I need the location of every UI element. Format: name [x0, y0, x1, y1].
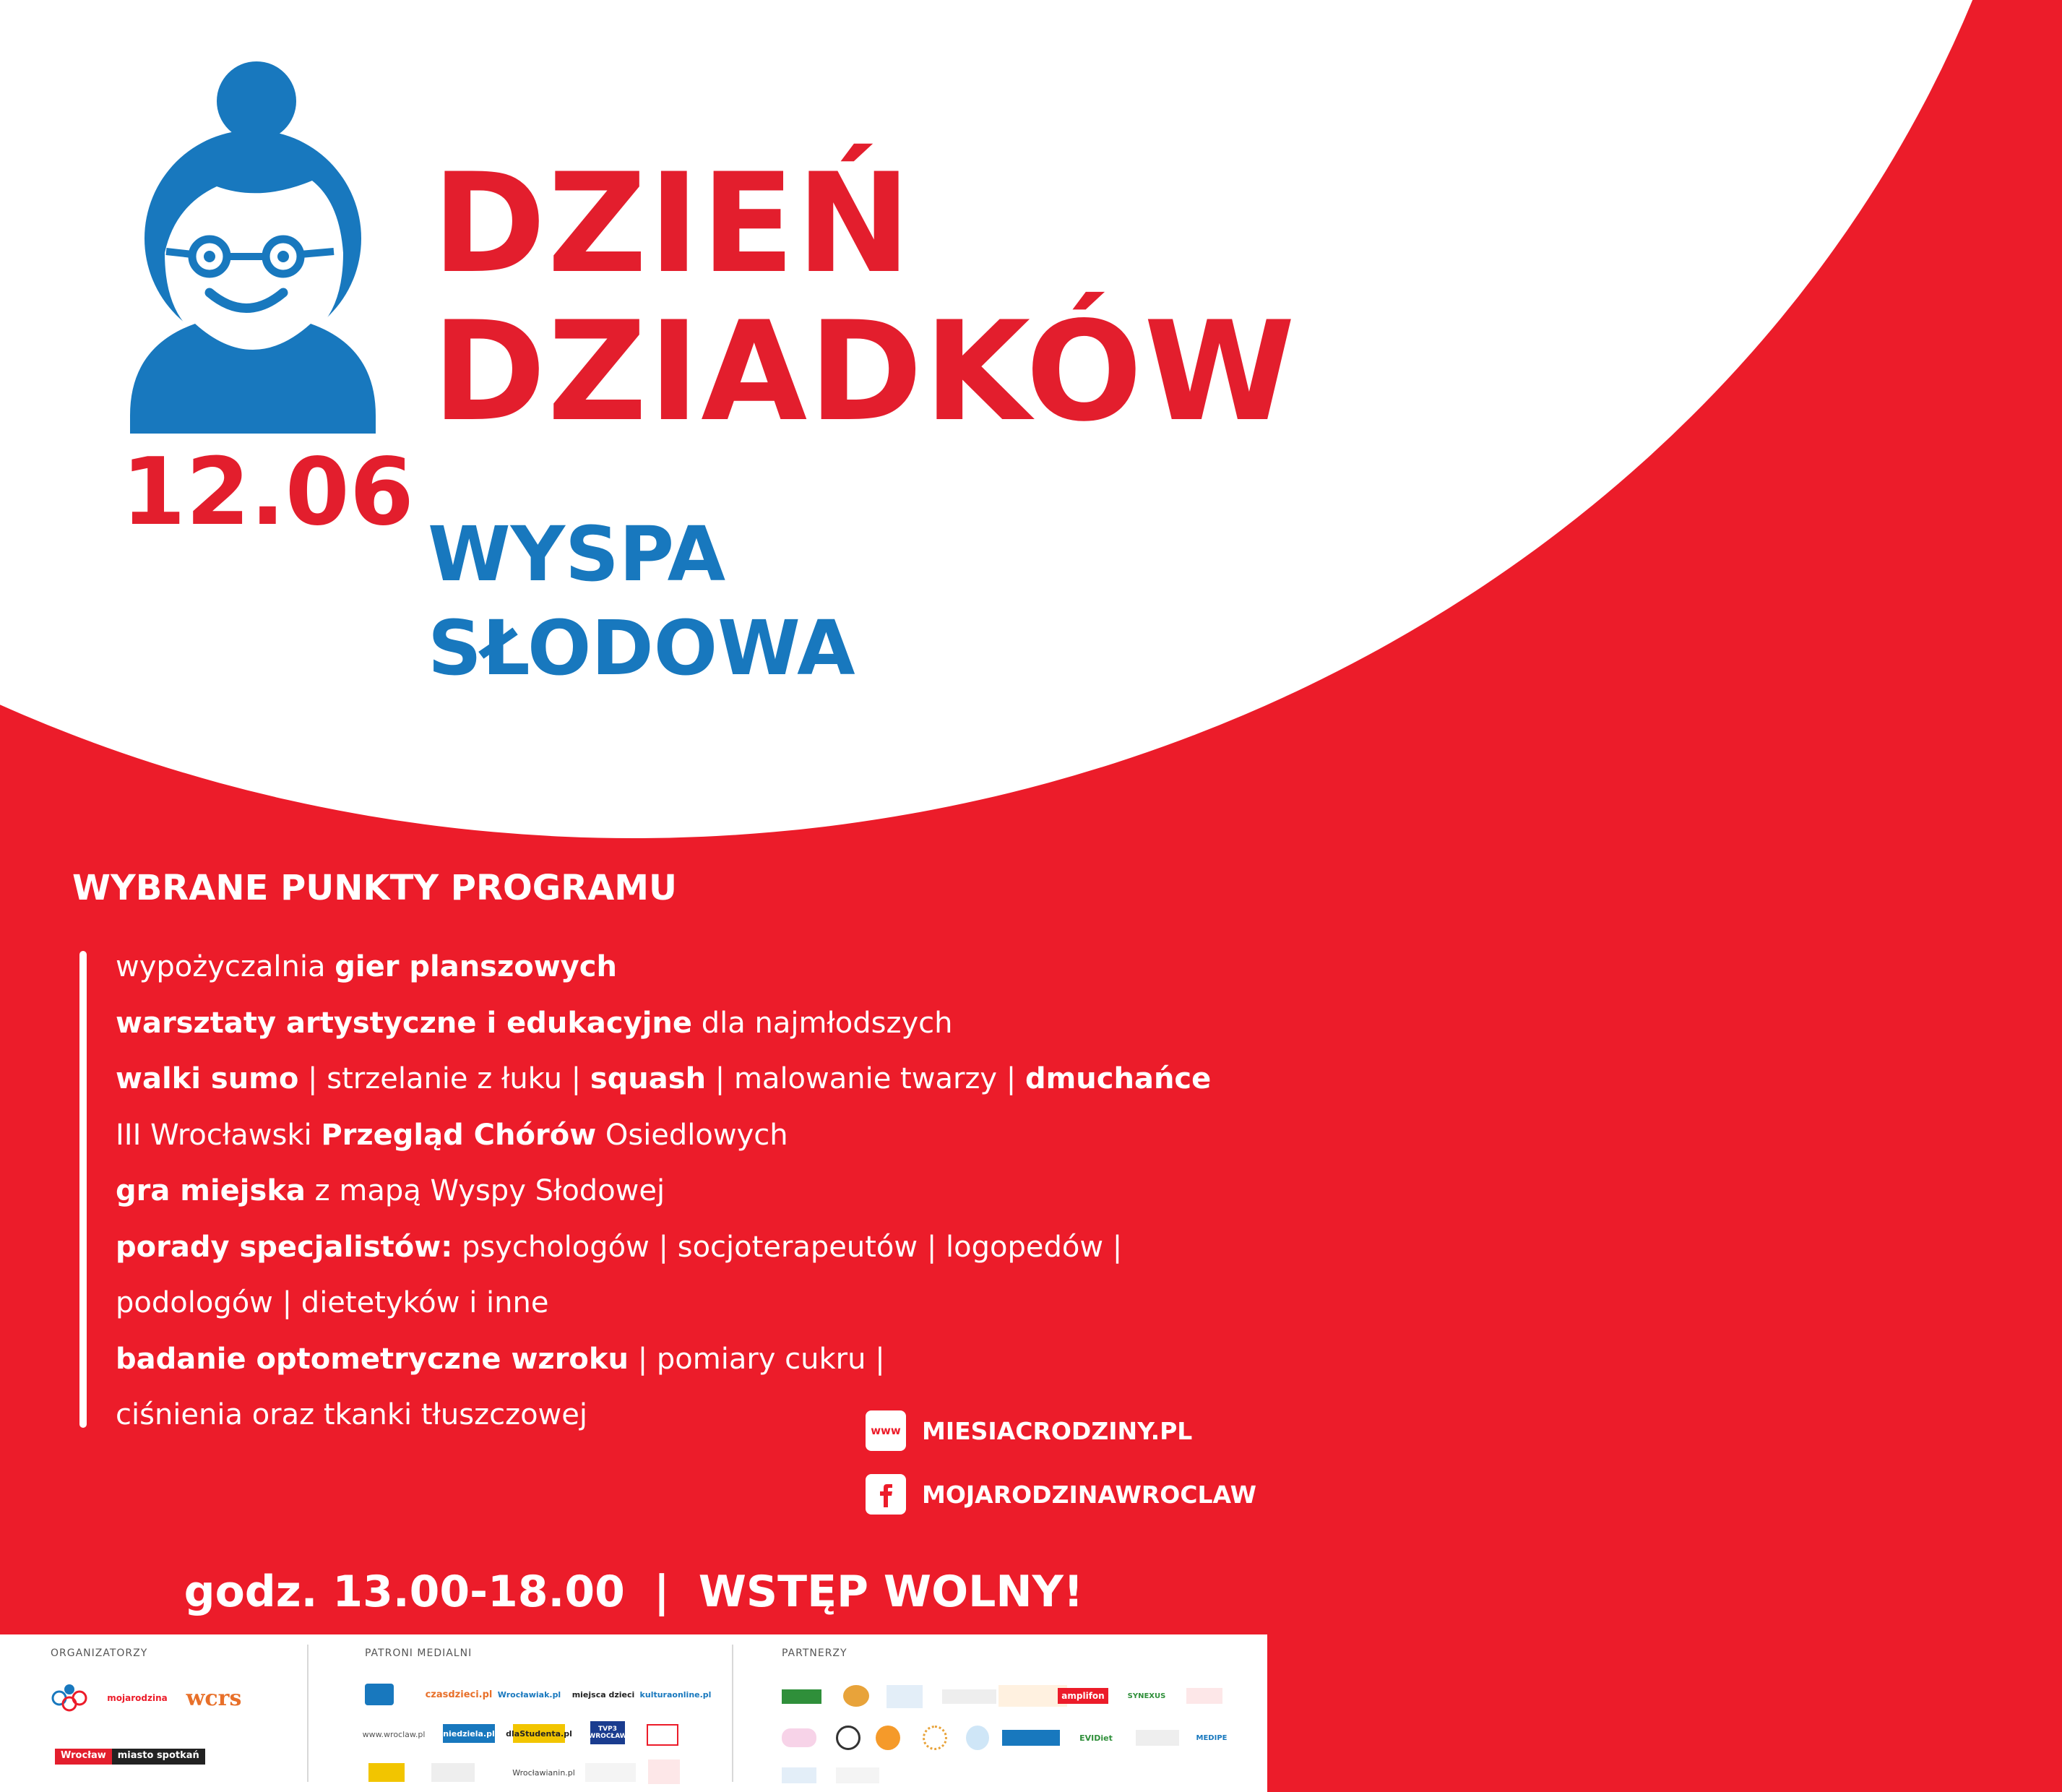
- program-vertical-bar: [79, 951, 87, 1428]
- sponsors-divider-1: [307, 1645, 309, 1782]
- place-line-2: SŁODOWA: [428, 604, 855, 692]
- organizers-section: [51, 1647, 289, 1783]
- free-entry: WSTĘP WOLNY!: [698, 1567, 1084, 1617]
- program-item-bold: gier planszowych: [335, 950, 617, 983]
- media-logo-block-4: [431, 1763, 475, 1782]
- media-logo-miejsca-dzieci: miejsca dzieci: [571, 1689, 635, 1700]
- partner-logo-block-9: [876, 1726, 900, 1750]
- program-item: [116, 1400, 587, 1429]
- media-logo-kulturaonline: kulturaonline.pl: [639, 1689, 712, 1700]
- program-item: [116, 952, 617, 981]
- media-logo-block-2: [647, 1724, 678, 1746]
- partner-logo-block-15: [836, 1767, 879, 1783]
- partner-logo-block-11: [966, 1726, 989, 1750]
- program-item-bold: porady specjalistów:: [116, 1230, 453, 1264]
- program-item: [116, 1230, 1123, 1264]
- program-item-text: ciśnienia oraz tkanki tłuszczowej: [116, 1398, 587, 1431]
- facebook-icon: [866, 1474, 906, 1515]
- media-logo-wroclawiak: Wrocławiak.pl: [497, 1689, 561, 1700]
- partner-logo-block-13: [1136, 1730, 1179, 1746]
- partner-logo-block-14: [782, 1767, 816, 1783]
- media-logo-wroclaw: www.wroclaw.pl: [362, 1729, 426, 1739]
- separator: |: [653, 1567, 670, 1617]
- title-line-1: DZIEŃ: [432, 144, 913, 303]
- partners-label: PARTNERZY: [782, 1647, 847, 1659]
- program-item-text: Osiedlowych: [596, 1118, 788, 1152]
- partner-logo-block-6: [1186, 1688, 1222, 1704]
- partner-logo-block-10: [923, 1726, 947, 1750]
- sponsors-divider-2: [732, 1645, 733, 1782]
- program-item-bold: squash: [590, 1062, 707, 1095]
- program-item-bold: dmuchańce: [1024, 1062, 1212, 1095]
- program-item-text: podologów | dietetyków i inne: [116, 1286, 549, 1319]
- partner-logo-block-4: [942, 1689, 996, 1704]
- partner-logo-block-8: [836, 1726, 860, 1750]
- www-icon: www: [866, 1410, 906, 1451]
- program-item-bold: walki sumo: [116, 1062, 299, 1095]
- partners-section: [782, 1647, 1244, 1783]
- wroclaw-logo-right: miasto spotkań: [112, 1749, 205, 1765]
- partner-logo-block-1: [782, 1689, 821, 1704]
- media-patrons-label: PATRONI MEDIALNI: [365, 1647, 473, 1659]
- program-item-text: wypożyczalnia: [116, 950, 335, 983]
- partner-logo-block-3: [887, 1685, 923, 1708]
- title-line-2: DZIADKÓW: [432, 292, 1297, 452]
- media-logo-block-5: [585, 1763, 636, 1782]
- wroclaw-logo-left: Wrocław: [55, 1749, 112, 1765]
- partner-logo-block-12: [1002, 1730, 1060, 1746]
- place-line-1: WYSPA: [428, 510, 726, 598]
- organizers-label: ORGANIZATORZY: [51, 1647, 148, 1659]
- website-link[interactable]: [866, 1410, 1192, 1451]
- media-logo-czasdzieci: czasdzieci.pl: [425, 1689, 493, 1700]
- grandmother-icon: [123, 58, 383, 434]
- program-item-text: z mapą Wyspy Słodowej: [305, 1174, 665, 1207]
- program-item-bold: Przegląd Chórów: [321, 1118, 597, 1152]
- partner-logo-amplifon: amplifon: [1058, 1688, 1108, 1704]
- media-logo-block-1: [365, 1684, 394, 1705]
- media-logo-dlastudenta: dlaStudenta.pl: [513, 1724, 565, 1743]
- facebook-text: MOJARODZINAWROCLAW: [922, 1480, 1257, 1509]
- program-item: [116, 1342, 885, 1376]
- program-item: [116, 1288, 548, 1317]
- event-date: 12.06: [121, 439, 414, 546]
- sponsors-strip: [0, 1634, 1267, 1792]
- program-item-text: III Wrocławski: [116, 1118, 322, 1152]
- program-item: [116, 1118, 788, 1152]
- opening-hours: godz. 13.00-18.00: [184, 1567, 625, 1617]
- rodzina-logo-icon: [52, 1682, 87, 1713]
- program-item-text: | malowanie twarzy |: [706, 1062, 1025, 1095]
- media-logo-wroclawianin: Wrocławianin.pl: [512, 1767, 575, 1778]
- program-heading: WYBRANE PUNKTY PROGRAMU: [72, 868, 677, 908]
- program-item: [116, 1064, 1211, 1093]
- partner-logo-block-5: [998, 1685, 1067, 1707]
- wroclaw-logo: [55, 1749, 205, 1765]
- program-item-text: dla najmłodszych: [692, 1006, 953, 1040]
- program-item: [116, 1176, 665, 1205]
- program-item: [116, 1006, 953, 1040]
- partner-logo-block-2: [843, 1685, 869, 1707]
- media-logo-tvp3: TVP3 WROCŁAW: [590, 1721, 625, 1744]
- media-patrons-section: [362, 1647, 726, 1783]
- wcrs-logo: wcrs: [186, 1685, 242, 1711]
- media-logo-block-3: [368, 1763, 405, 1782]
- mojarodzina-logo: mojarodzina: [107, 1693, 168, 1703]
- program-item-text: | strzelanie z łuku |: [298, 1062, 590, 1095]
- website-text: MIESIACRODZINY.PL: [922, 1416, 1193, 1445]
- media-logo-niedziela: niedziela.pl: [443, 1724, 495, 1743]
- media-logo-block-6: [648, 1759, 680, 1784]
- hours-and-entry: [0, 1567, 1267, 1617]
- program-item-text: | pomiary cukru |: [628, 1342, 885, 1376]
- program-item-bold: gra miejska: [116, 1174, 306, 1207]
- partner-logo-block-7: [782, 1728, 816, 1747]
- facebook-link[interactable]: [866, 1474, 1256, 1515]
- partner-logo-medipe: MEDIPE: [1196, 1733, 1228, 1742]
- partner-logo-evidiet: EVIDiet: [1079, 1733, 1113, 1743]
- program-item-bold: badanie optometryczne wzroku: [116, 1342, 629, 1376]
- program-item-text: psychologów | socjoterapeutów | logopedów |: [452, 1230, 1123, 1264]
- program-item-bold: warsztaty artystyczne i edukacyjne: [116, 1006, 693, 1040]
- partner-logo-synexus: SYNEXUS: [1127, 1692, 1166, 1700]
